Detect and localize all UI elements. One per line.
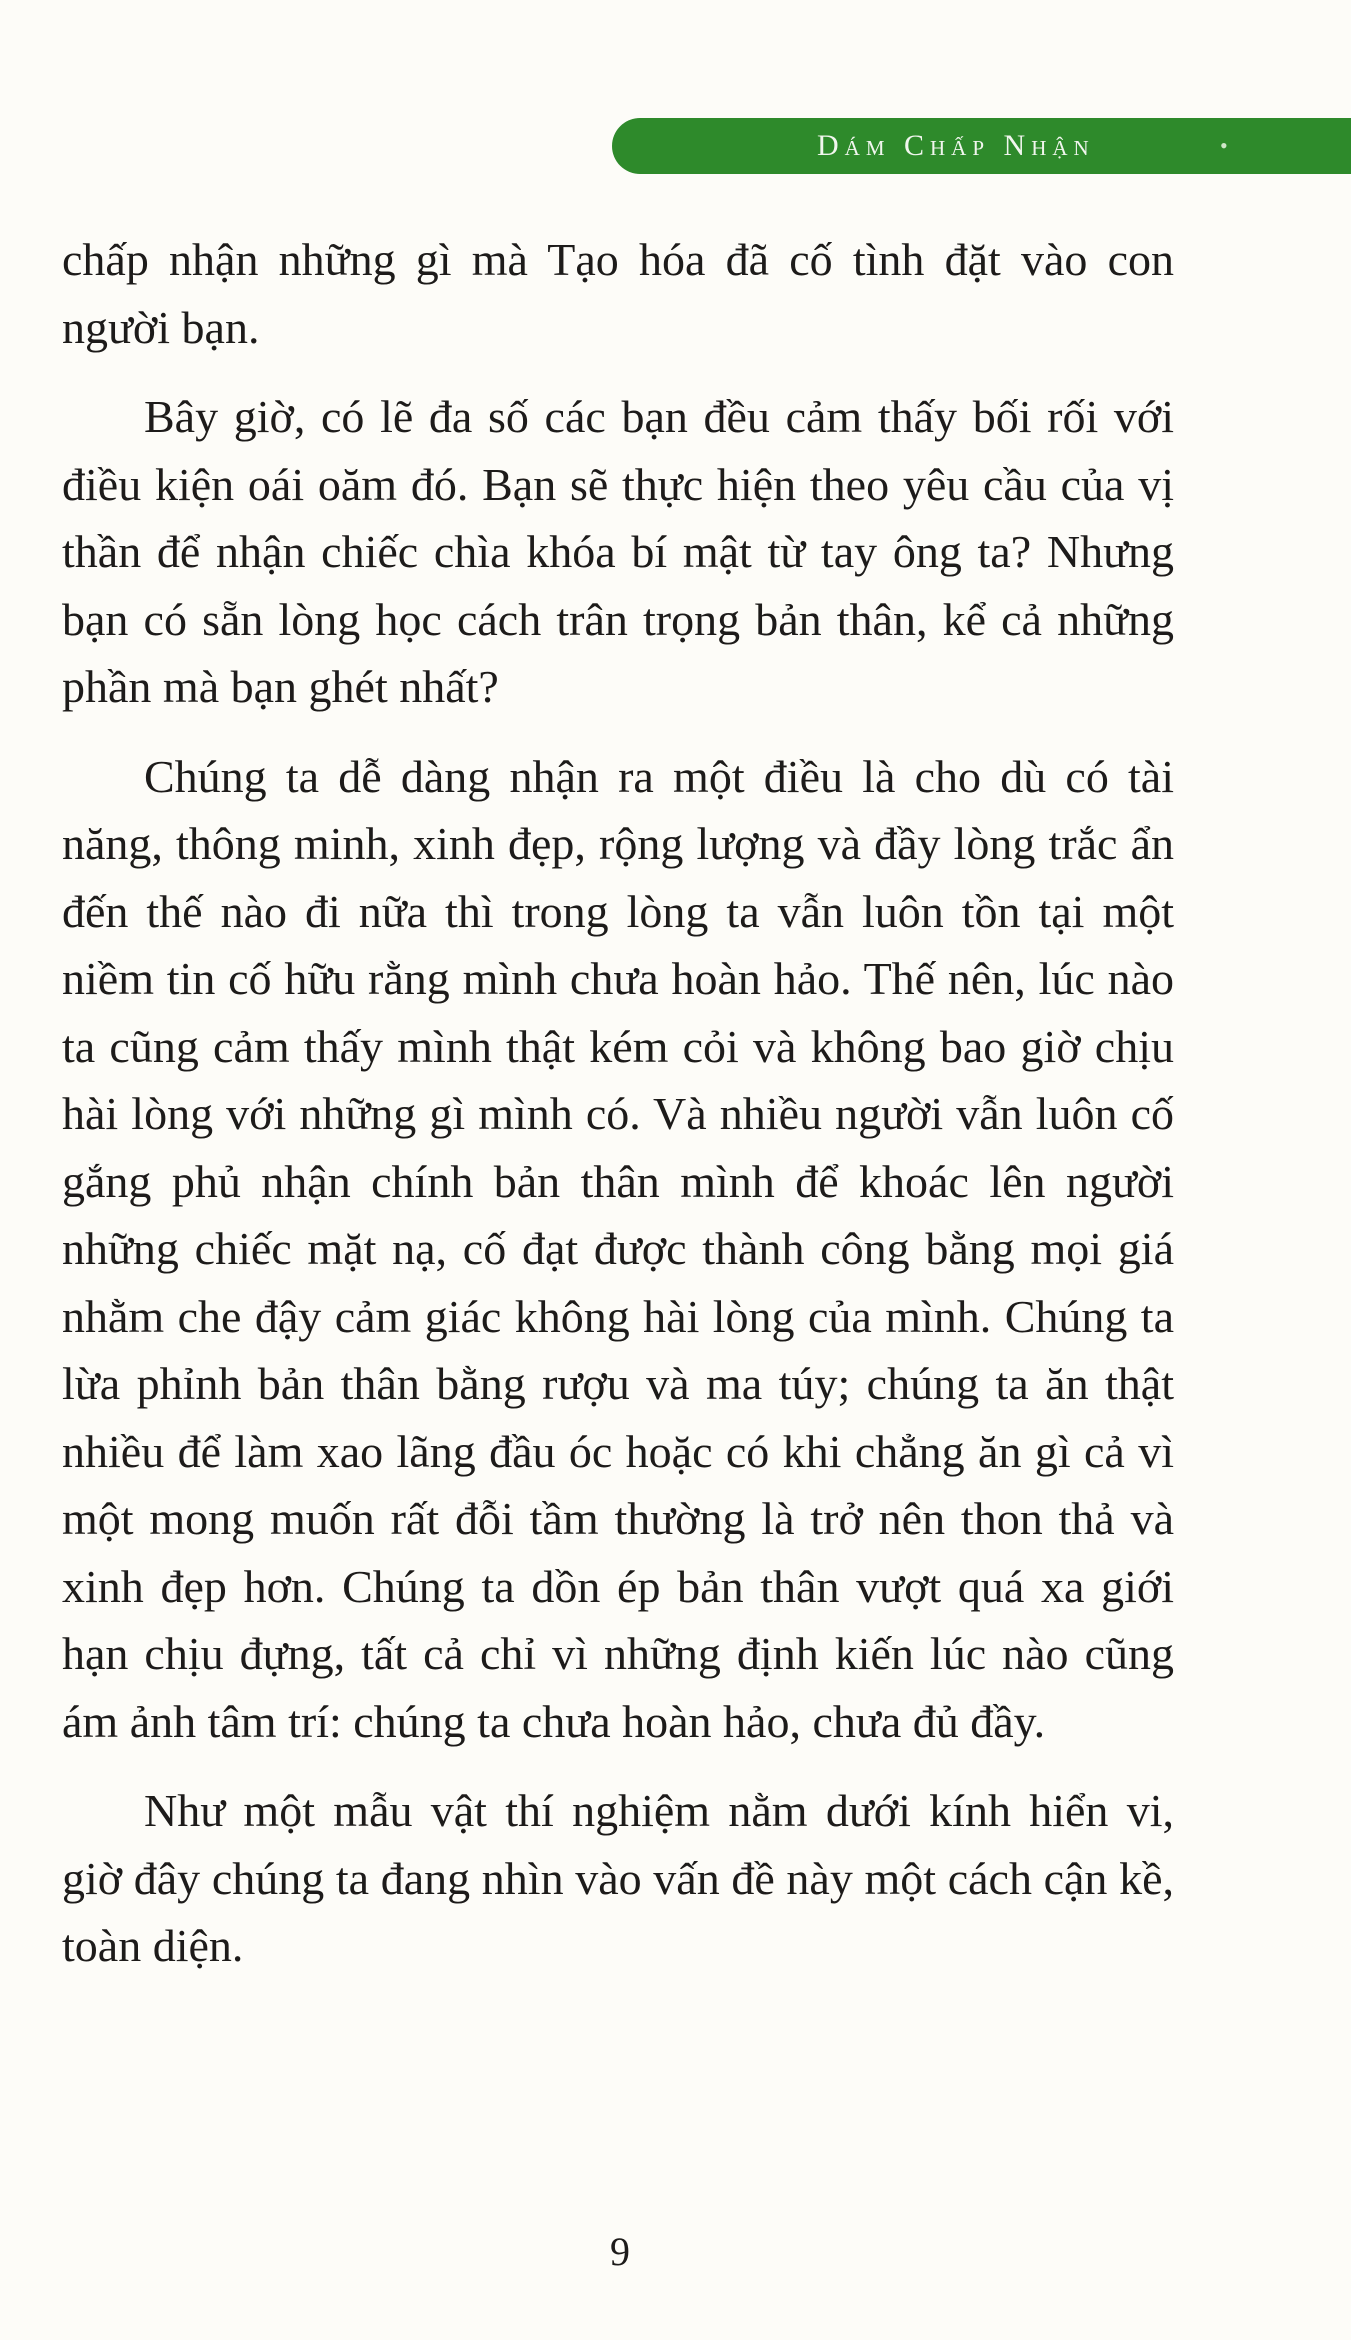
paragraph-continuation: chấp nhận những gì mà Tạo hóa đã cố tình đặt vào con người bạn. <box>62 234 1174 353</box>
running-header-bar <box>612 118 1351 174</box>
paragraph: Chúng ta dễ dàng nhận ra một điều là cho dù có tài năng, thông minh, xinh đẹp, rộng lượng và đầy lòng trắc ẩn đến thế nào đi nữa thì trong lòng ta vẫn luôn tồn tại một niềm tin cố hữu rằng mình chưa hoàn hảo. Thế nên, lúc nào ta cũng cảm thấy mình thật kém cỏi và không bao giờ chịu hài lòng với những gì mình có. Và nhiều người vẫn luôn cố gắng phủ nhận chính bản thân mình để khoác lên người những chiếc mặt nạ, cố đạt được thành công bằng mọi giá nhằm che đậy cảm giác không hài lòng của mình. Chúng ta lừa phỉnh bản thân bằng rượu và ma túy; chúng ta ăn thật nhiều để làm xao lãng đầu óc hoặc có khi chẳng ăn gì cả vì một mong muốn rất đỗi tầm thường là trở nên thon thả và xinh đẹp hơn. Chúng ta dồn ép bản thân vượt quá xa giới hạn chịu đựng, tất cả chỉ vì những định kiến lúc nào cũng ám ảnh tâm trí: chúng ta chưa hoàn hảo, chưa đủ đầy. <box>62 750 1174 1747</box>
page-number: 9 <box>610 2229 630 2274</box>
paragraph: Như một mẫu vật thí nghiệm nằm dưới kính hiển vi, giờ đây chúng ta đang nhìn vào vấn đề này một cách cận kề, toàn diện. <box>62 1785 1174 1971</box>
paragraph: Bây giờ, có lẽ đa số các bạn đều cảm thấy bối rối với điều kiện oái oăm đó. Bạn sẽ thực hiện theo yêu cầu của vị thần để nhận chiếc chìa khóa bí mật từ tay ông ta? Nhưng bạn có sẵn lòng học cách trân trọng bản thân, kể cả những phần mà bạn ghét nhất? <box>62 391 1174 712</box>
header-ornament: • <box>1220 133 1228 158</box>
body-text <box>62 226 1174 2002</box>
running-header-title: Dám Chấp Nhận <box>817 129 1095 162</box>
